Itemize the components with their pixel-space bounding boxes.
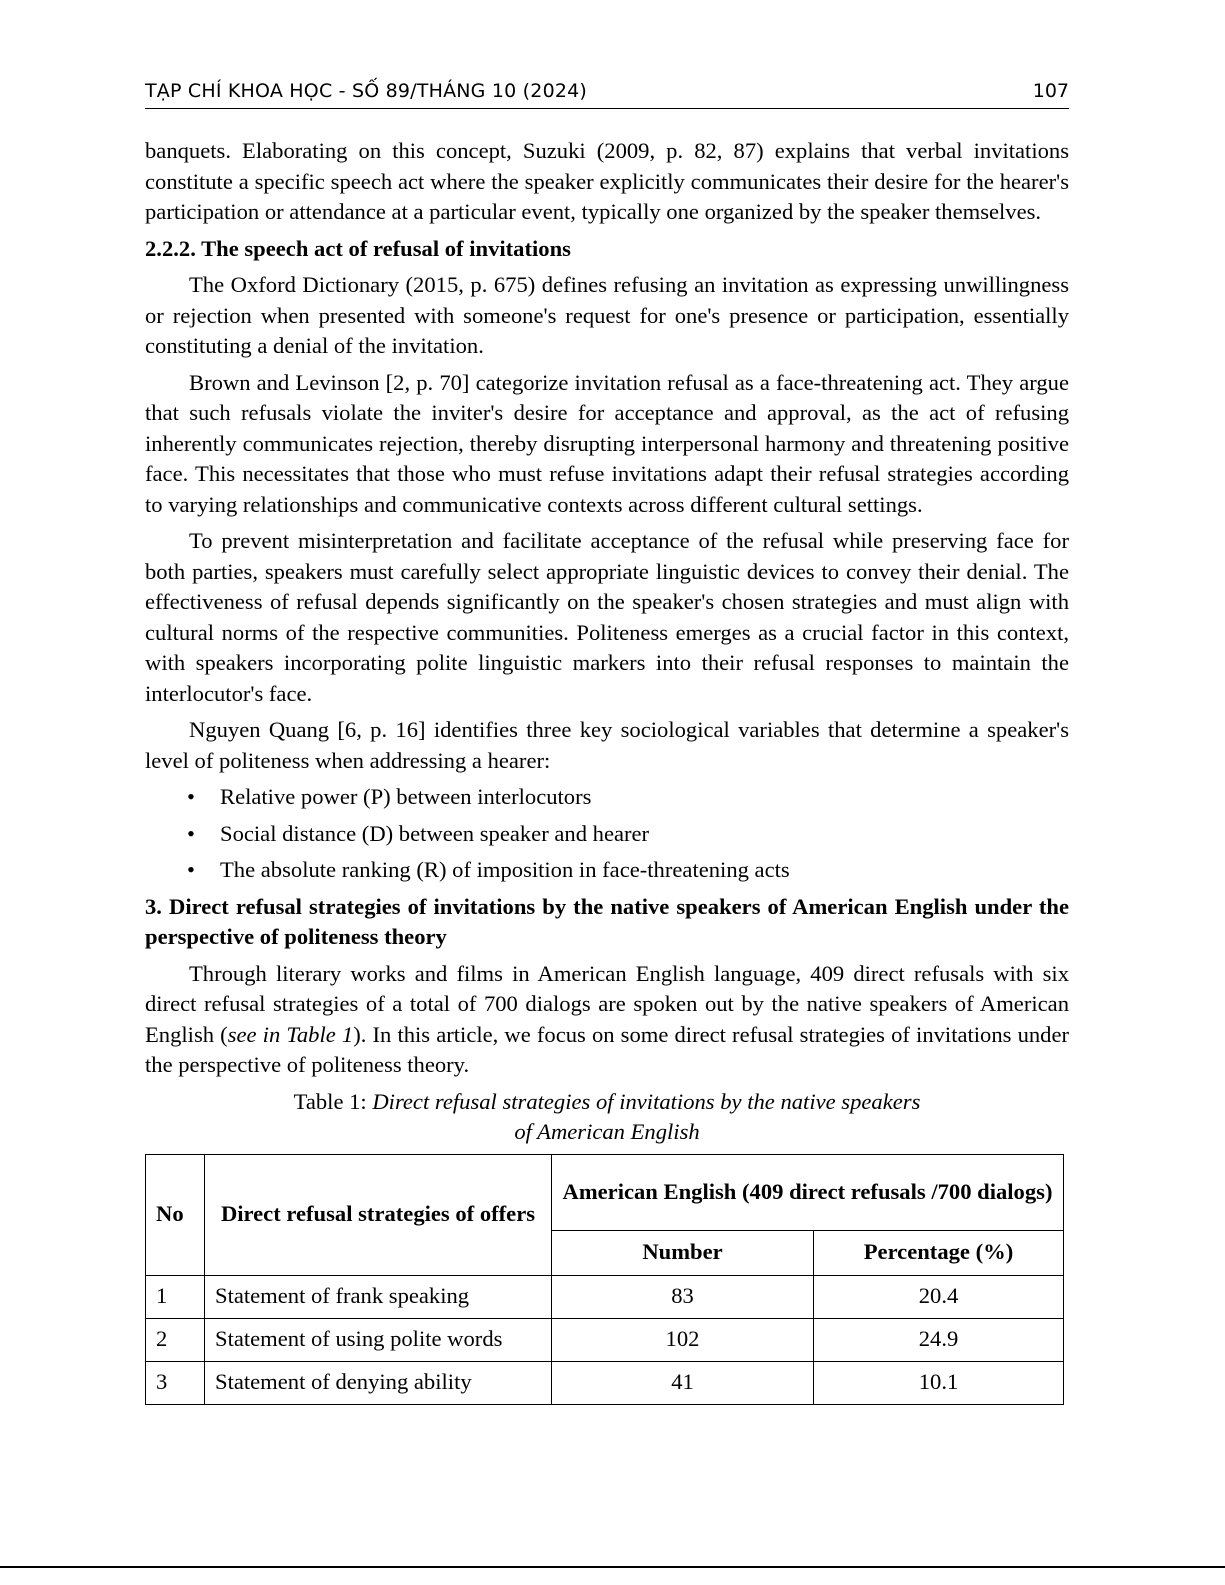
paragraph-brown-levinson: Brown and Levinson [2, p. 70] categorize invitation refusal as a face-threatening act. They argue that such refusals violate the inviter's desire for acceptance and approval, as the act of refusing inherently communicates rejection, thereby disrupting interpersonal harmony and threatening positive face. This necessitates that those who must refuse invitations adapt their refusal strategies according to varying relationships and communicative contexts across different cultural settings.: [145, 369, 1069, 517]
list-item: [145, 855, 1069, 886]
section-heading-2-2-2: 2.2.2. The speech act of refusal of invitations: [145, 235, 571, 261]
section-heading-3: 3. Direct refusal strategies of invitations by the native speakers of American English under the perspective of politeness theory: [145, 893, 1069, 949]
caption-title-continued: of American English: [514, 1119, 700, 1144]
header-strategy: Direct refusal strategies of offers: [205, 1154, 552, 1275]
list-item-text: Relative power (P) between interlocutors: [220, 784, 592, 809]
caption-title: Direct refusal strategies of invitations by the native speakers: [372, 1088, 921, 1114]
paragraph-oxford-definition: The Oxford Dictionary (2015, p. 675) defines refusing an invitation as expressing unwillingness or rejection when presented with someone's request for one's presence or participation, essentially constituting a denial of the invitation.: [145, 272, 1069, 358]
cell-number: 41: [552, 1361, 814, 1404]
cell-no: 1: [146, 1275, 205, 1318]
cell-strategy: Statement of denying ability: [205, 1361, 552, 1404]
cell-percentage: 10.1: [814, 1361, 1064, 1404]
page-number: 107: [1032, 80, 1069, 102]
cell-strategy: Statement of frank speaking: [205, 1275, 552, 1318]
paragraph-text: ). In this article, we focus on some direct refusal strategies of invitations under the perspective of politeness theory.: [145, 1021, 1070, 1077]
table-row: [146, 1275, 1064, 1318]
article-body: [145, 136, 1069, 1405]
table-reference: see in Table 1: [227, 1021, 354, 1047]
caption-prefix: Table 1:: [293, 1088, 373, 1114]
cell-number: 102: [552, 1318, 814, 1361]
cell-no: 3: [146, 1361, 205, 1404]
sociological-variables-list: [145, 782, 1069, 886]
header-no: No: [146, 1154, 205, 1275]
table-caption: [145, 1087, 1069, 1148]
paragraph-nguyen-quang: Nguyen Quang [6, p. 16] identifies three key sociological variables that determine a speaker's level of politeness when addressing a hearer:: [145, 717, 1069, 773]
paragraph-invitations-definition: banquets. Elaborating on this concept, Suzuki (2009, p. 82, 87) explains that verbal invitations constitute a specific speech act where the speaker explicitly communicates their desire for the hearer's participation or attendance at a particular event, typically one organized by the speaker themselves.: [145, 138, 1069, 224]
page-bottom-rule: [0, 1566, 1225, 1568]
table-row: [146, 1318, 1064, 1361]
cell-percentage: 24.9: [814, 1318, 1064, 1361]
cell-strategy: Statement of using polite words: [205, 1318, 552, 1361]
table-row: [146, 1361, 1064, 1404]
bullet-icon: •: [187, 784, 195, 809]
header-percentage: Percentage (%): [814, 1230, 1064, 1275]
list-item-text: The absolute ranking (R) of imposition in face-threatening acts: [220, 857, 790, 882]
header-american-english: American English (409 direct refusals /700 dialogs): [552, 1154, 1064, 1230]
refusal-strategies-table: [145, 1154, 1064, 1405]
paragraph-preserving-face: To prevent misinterpretation and facilitate acceptance of the refusal while preserving face for both parties, speakers must carefully select appropriate linguistic devices to convey their denial. The effectiveness of refusal depends significantly on the speaker's chosen strategies and must align with cultural norms of the respective communities. Politeness emerges as a crucial factor in this context, with speakers incorporating polite linguistic markers into their refusal responses to maintain the interlocutor's face.: [145, 528, 1069, 706]
bullet-icon: •: [187, 857, 195, 882]
list-item: [145, 782, 1069, 813]
cell-percentage: 20.4: [814, 1275, 1064, 1318]
cell-no: 2: [146, 1318, 205, 1361]
journal-title: TẠP CHÍ KHOA HỌC - SỐ 89/THÁNG 10 (2024): [145, 80, 588, 102]
paragraph-literary-works: [145, 959, 1069, 1081]
table-header-row: [146, 1154, 1064, 1230]
cell-number: 83: [552, 1275, 814, 1318]
list-item-text: Social distance (D) between speaker and hearer: [220, 820, 650, 846]
paragraph-text: Through literary works and films in American English language, 409 direct refusals with six direct refusal strategies of a total of 700 dialogs are spoken out by the native speakers of American English (: [145, 960, 1069, 1047]
header-number: Number: [552, 1230, 814, 1275]
bullet-icon: •: [187, 820, 195, 846]
running-header: [145, 78, 1069, 109]
list-item: [145, 819, 1069, 850]
